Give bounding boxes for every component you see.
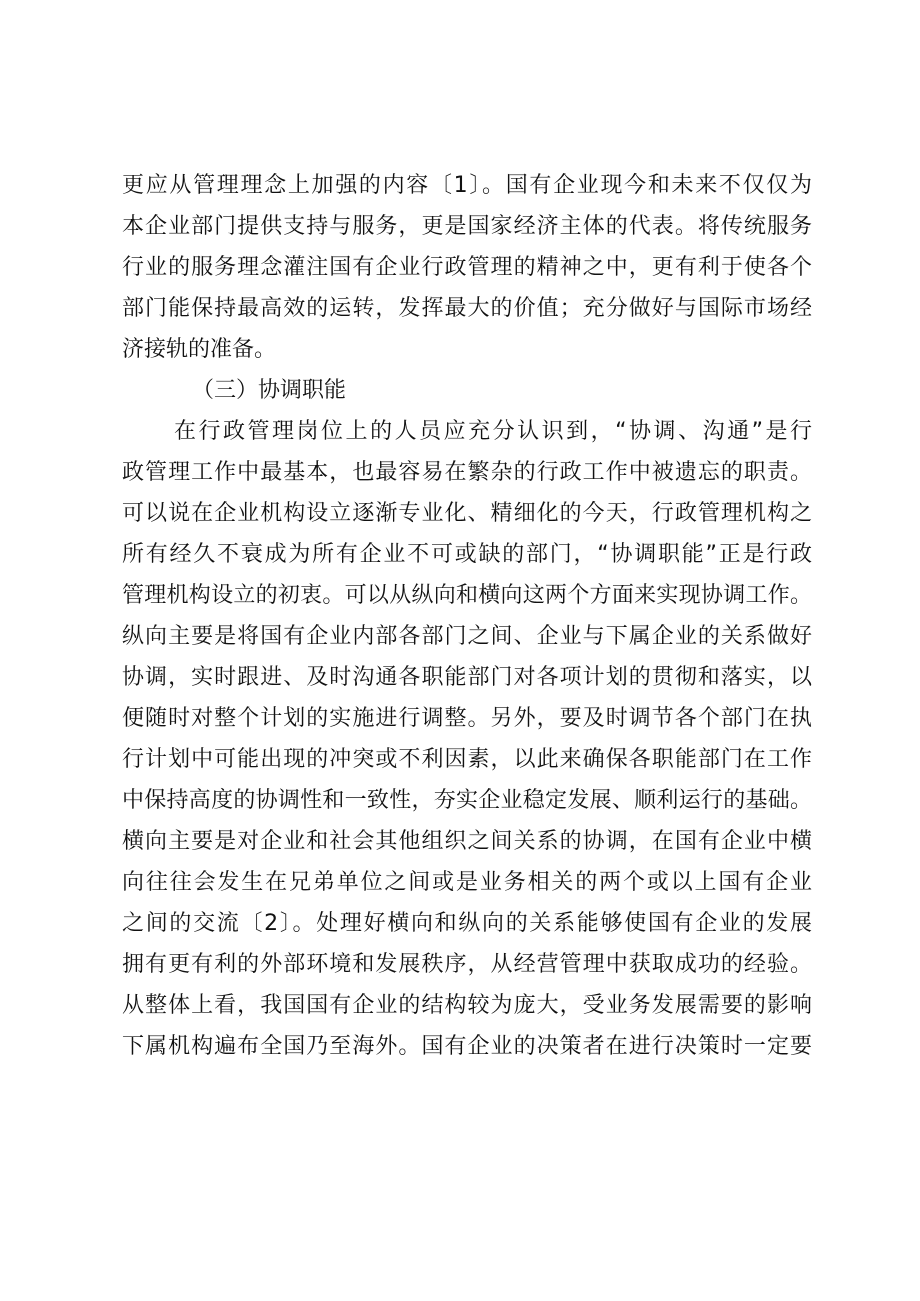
text-line: 行计划中可能出现的冲突或不利因素，以此来确保各职能部门在工作 [122, 747, 812, 772]
text-line: 济接轨的准备。 [122, 337, 277, 362]
text-line: 之间的交流〔2〕。处理好横向和纵向的关系能够使国有企业的发展 [122, 911, 812, 936]
text-line: 下属机构遍布全国乃至海外。国有企业的决策者在进行决策时一定要 [122, 1034, 812, 1059]
text-line: 政管理工作中最基本，也最容易在繁杂的行政工作中被遗忘的职责。 [122, 460, 812, 485]
text-line: 协调，实时跟进、及时沟通各职能部门对各项计划的贯彻和落实，以 [122, 665, 812, 690]
text-line: 行业的服务理念灌注国有企业行政管理的精神之中，更有利于使各个 [122, 255, 812, 280]
body-text [122, 165, 812, 1067]
text-line: 便随时对整个计划的实施进行调整。另外，要及时调节各个部门在执 [122, 706, 812, 731]
text-line: 在行政管理岗位上的人员应充分认识到，“协调、沟通”是行 [174, 419, 812, 444]
text-line: 所有经久不衰成为所有企业不可或缺的部门，“协调职能”正是行政 [122, 542, 812, 567]
text-line: 本企业部门提供支持与服务，更是国家经济主体的代表。将传统服务 [122, 214, 812, 239]
text-line: 向往往会发生在兄弟单位之间或是业务相关的两个或以上国有企业 [122, 870, 812, 895]
text-line: 纵向主要是将国有企业内部各部门之间、企业与下属企业的关系做好 [122, 624, 812, 649]
text-line: 横向主要是对企业和社会其他组织之间关系的协调，在国有企业中横 [122, 829, 812, 854]
text-line: 可以说在企业机构设立逐渐专业化、精细化的今天，行政管理机构之 [122, 501, 812, 526]
section-heading: （三）协调职能 [192, 378, 347, 403]
text-line: 中保持高度的协调性和一致性，夯实企业稳定发展、顺利运行的基础。 [122, 788, 812, 813]
text-line: 从整体上看，我国国有企业的结构较为庞大，受业务发展需要的影响 [122, 993, 812, 1018]
text-line: 部门能保持最高效的运转，发挥最大的价值；充分做好与国际市场经 [122, 296, 812, 321]
text-line: 拥有更有利的外部环境和发展秩序，从经营管理中获取成功的经验。 [122, 952, 812, 977]
text-line: 更应从管理理念上加强的内容〔1〕。国有企业现今和未来不仅仅为 [122, 173, 812, 198]
text-line: 管理机构设立的初衷。可以从纵向和横向这两个方面来实现协调工作。 [122, 583, 812, 608]
